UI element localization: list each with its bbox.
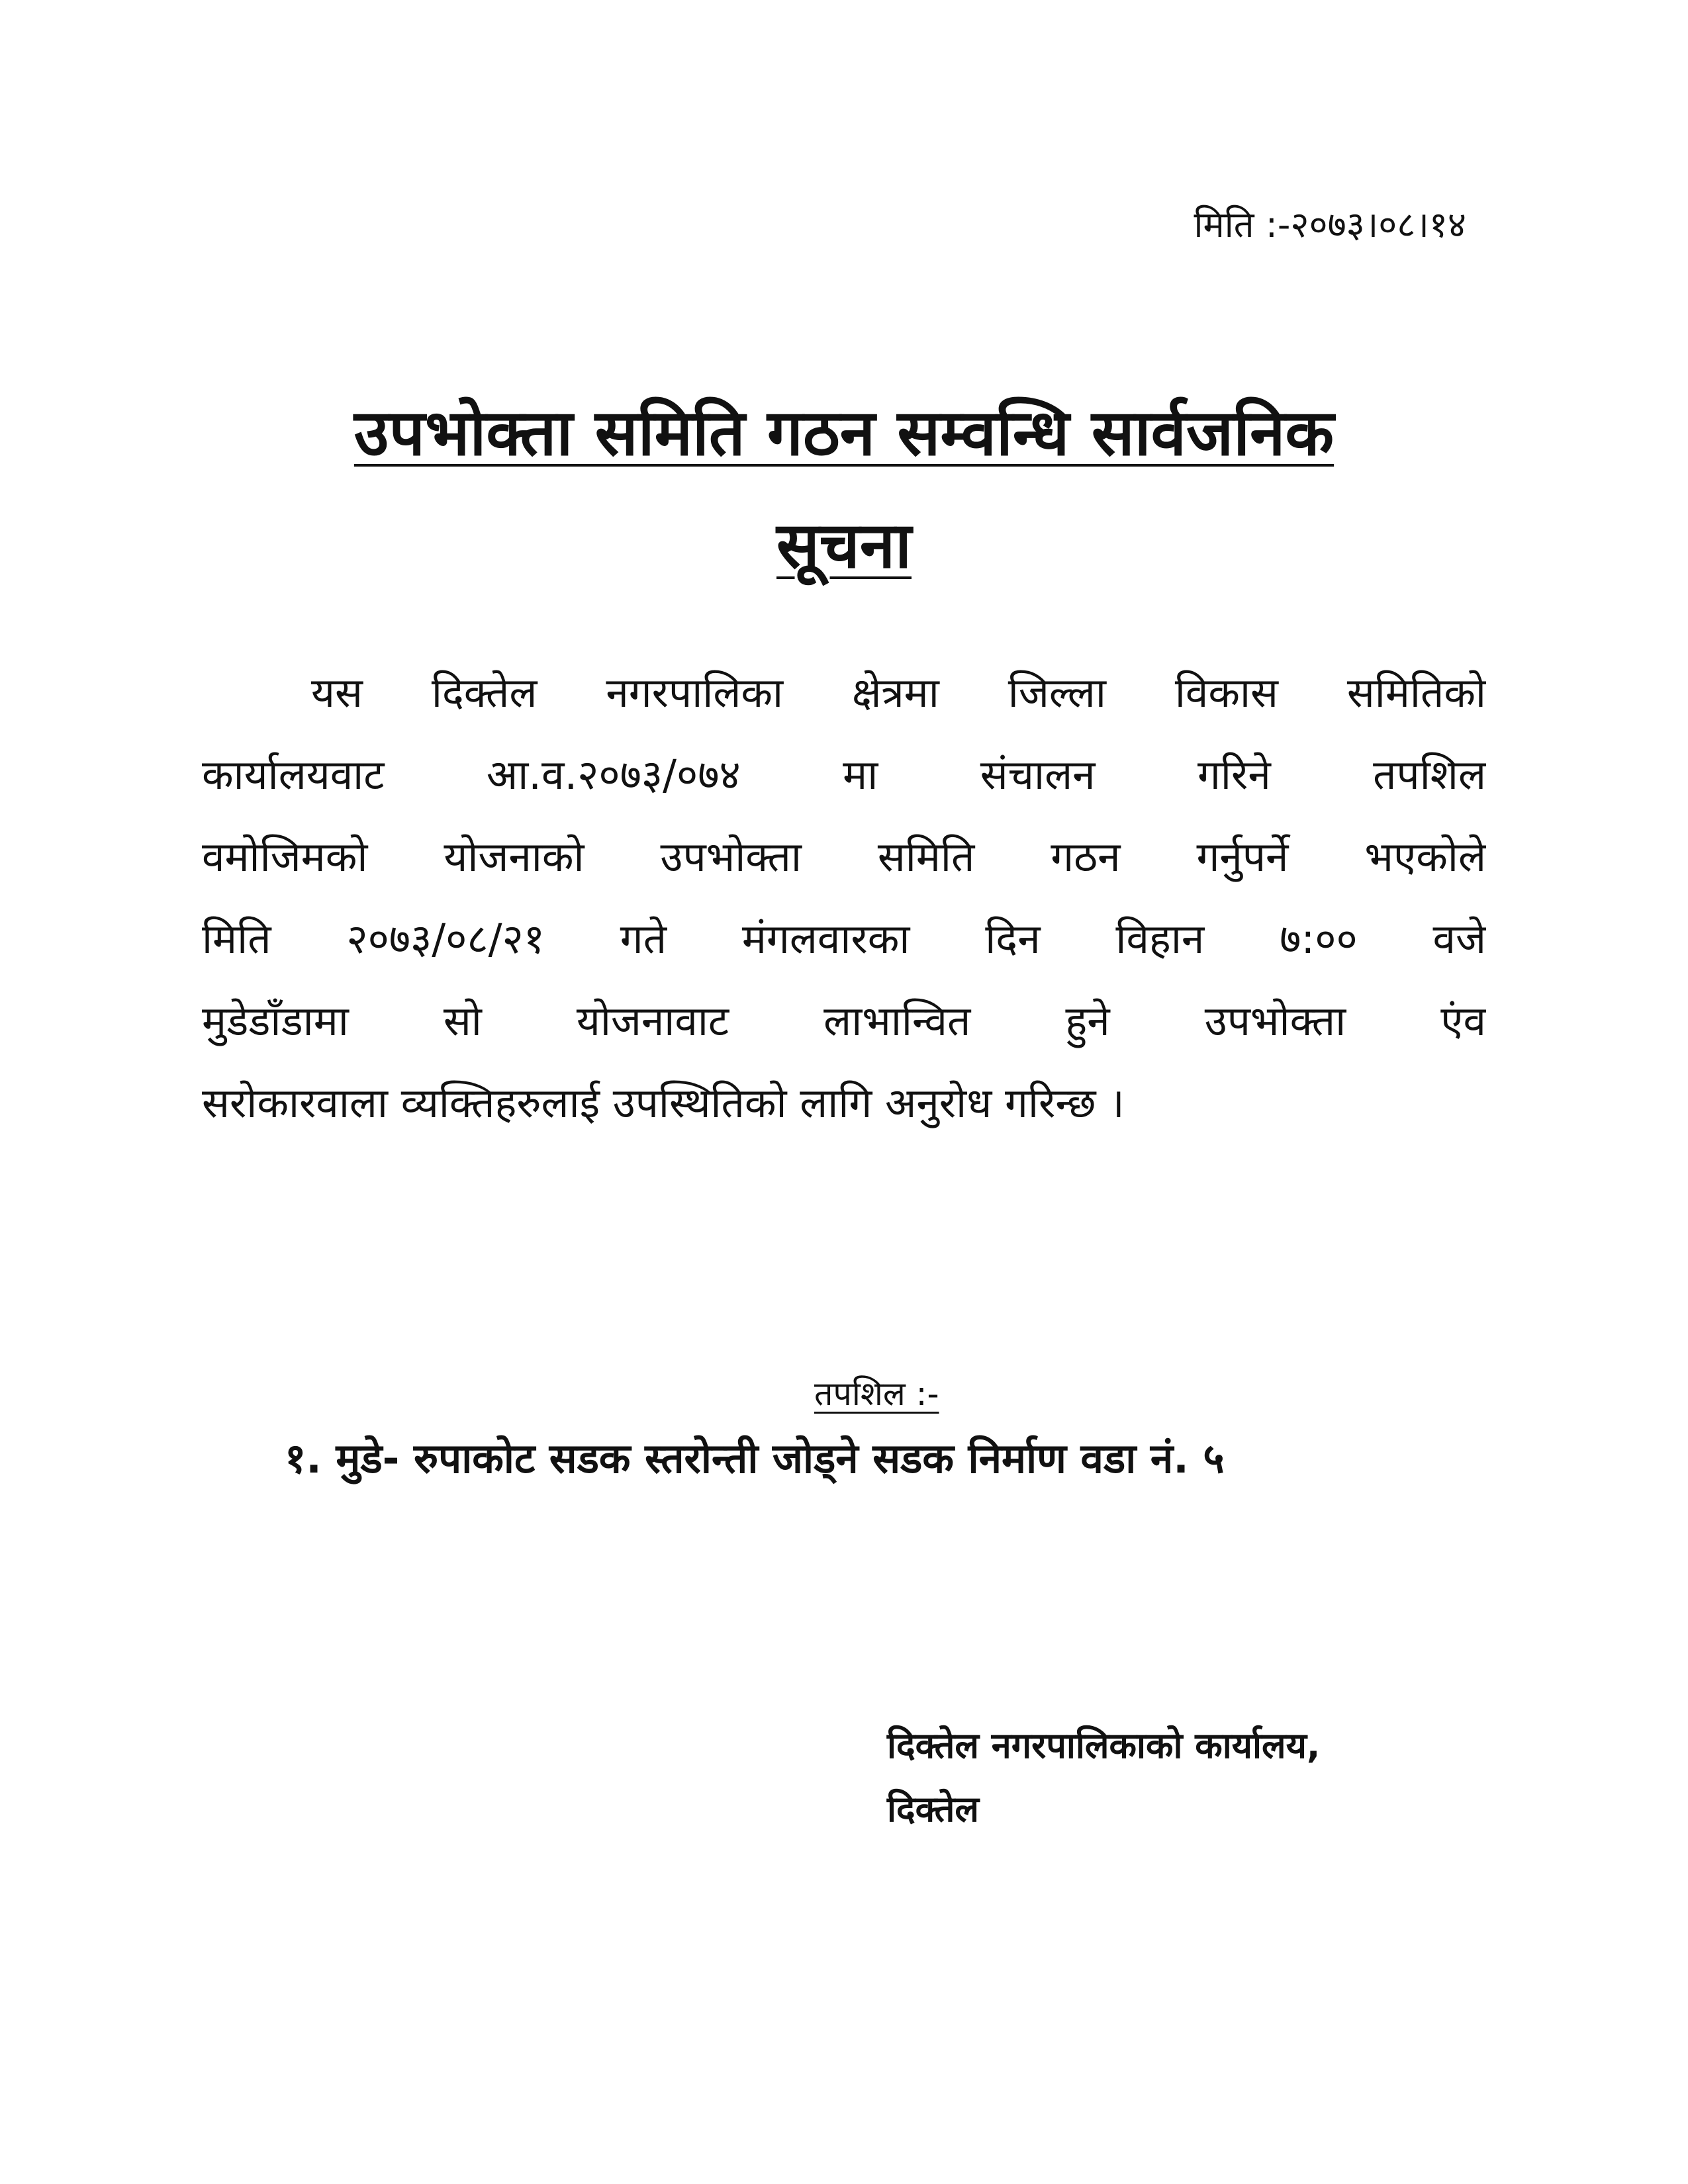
notice-body-line: मिति २०७३/०८/२१ गते मंगलवारका दिन विहान ७:०० वजे [202,915,1486,963]
notice-body-line: यस दिक्तेल नगरपालिका क्षेत्रमा जिल्ला विकास समितिको [311,668,1486,717]
notice-body-line: वमोजिमको योजनाको उपभोक्ता समिति गठन गर्नुपर्ने भएकोले [202,833,1486,881]
notice-body-line: सरोकारवाला व्यक्तिहरुलाई उपस्थितिको लागि अनुरोध गरिन्छ । [202,1079,1125,1127]
details-heading: तपशिल :- [814,1375,939,1413]
notice-body-line: मुडेडाँडामा सो योजनावाट लाभान्वित हुने उपभोक्ता एंव [202,997,1486,1045]
notice-body [202,652,1486,1144]
signature-office: दिक्तेल नगरपालिकाको कार्यालय, [887,1725,1321,1766]
notice-title-text-1: उपभोक्ता समिति गठन सम्वन्धि सार्वजनिक [353,396,1335,470]
details-item: १. मुडे- रुपाकोट सडक स्तरोन्ती जोड्ने सडक निर्माण वडा नं. ५ [285,1434,1225,1482]
notice-title-line1 [199,390,1489,477]
notice-date: मिति :-२०७३।०८।१४ [1194,204,1466,246]
notice-body-line: कार्यालयवाट आ.व.२०७३/०७४ मा संचालन गरिने तपशिल [202,751,1486,799]
notice-title-line2 [199,503,1489,589]
signature-block [887,1714,1320,1841]
signature-place: दिक्तेल [887,1788,979,1830]
notice-title-text-2: सूचना [776,508,912,582]
